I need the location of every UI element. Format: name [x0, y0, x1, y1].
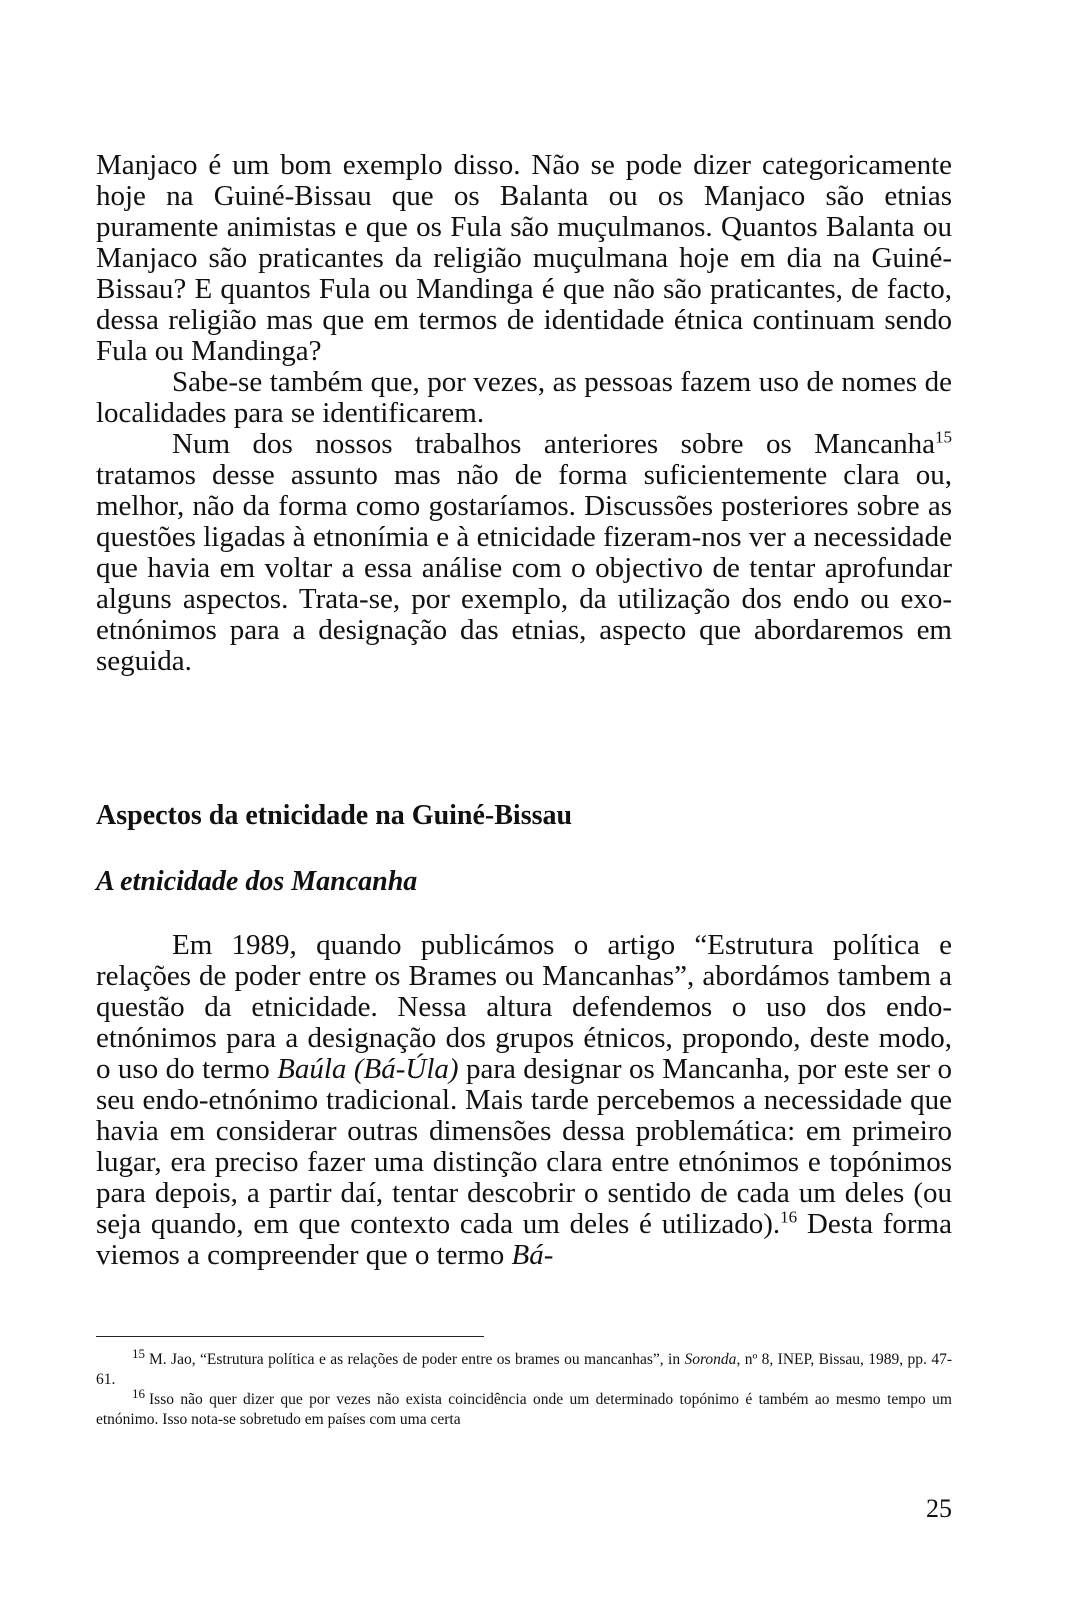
paragraph-3-text-b: tratamos desse assunto mas não de forma suficientemente clara ou, melhor, não da forma como gostaríamos. Discussões posteriores sobre as questões ligadas à etnonímia e à etnicidade fizeram-nos ver a necessidade que havia em voltar a essa análise com o objectivo de tentar aprofundar alguns aspectos. Trata-se, por exemplo, da utilização dos endo ou exo-etnónimos para a designação das etnias, aspecto que abordaremos em seguida. — [96, 459, 952, 677]
paragraph-1: Manjaco é um bom exemplo disso. Não se pode dizer categoricamente hoje na Guiné-Bissau que os Balanta ou os Manjaco são etnias puramente animistas e que os Fula são muçulmanos. Quantos Balanta ou Manjaco são praticantes da religião muçulmana hoje em dia na Guiné-Bissau? E quantos Fula ou Mandinga é que não são praticantes, de facto, dessa religião mas que em termos de identidade étnica continuam sendo Fula ou Mandinga? — [96, 149, 952, 367]
footnote-15 — [96, 1345, 952, 1390]
footnote-15-text-b: , nº 8, INEP, Bissau, 1989, pp. 47-61. — [96, 1351, 952, 1388]
paragraph-4-text-b: para designar os Mancanha, por este ser o seu endo-etnónimo tradicional. Mais tarde percebemos a necessidade que havia em considerar outras dimensões dessa problemática: em primeiro lugar, era preciso fazer uma distinção clara entre etnónimos e topónimos para depois, a partir daí, tentar descobrir o sentido de cada um deles (ou seja quando, em que contexto cada um deles é utilizado). — [96, 1053, 952, 1240]
footnote-15-number: 15 — [132, 1345, 145, 1361]
footnote-ref-16: 16 — [780, 1207, 798, 1227]
page-number: 25 — [926, 1494, 952, 1523]
paragraph-4-text-a: Em 1989, quando publicámos o artigo “Estrutura política e relações de poder entre os Brames ou Mancanhas”, abordámos tambem a questão da etnicidade. Nessa altura defendemos o uso dos endo-etnónimos para a designação dos grupos étnicos, propondo, deste modo, o uso do termo — [96, 929, 952, 1085]
footnotes — [96, 1345, 952, 1430]
footnote-divider — [96, 1336, 484, 1337]
paragraph-2: Sabe-se também que, por vezes, as pessoas fazem uso de nomes de localidades para se identificarem. — [96, 366, 952, 429]
paragraph-4 — [96, 930, 952, 1271]
subsection-title: A etnicidade dos Mancanha — [96, 866, 418, 897]
section-text-block — [96, 930, 952, 1271]
paragraph-3 — [96, 429, 952, 677]
main-text-block — [96, 150, 952, 677]
section-title: Aspectos da etnicidade na Guiné-Bissau — [96, 800, 573, 831]
paragraph-4-text-c: Desta forma viemos a compreender que o termo — [96, 1208, 952, 1271]
footnote-ref-15: 15 — [935, 427, 952, 447]
footnote-16-number: 16 — [132, 1385, 145, 1401]
footnote-16-text: Isso não quer dizer que por vezes não exista coincidência onde um determinado topónimo é também ao mesmo tempo um etnónimo. Isso nota-se sobretudo em países com uma certa — [96, 1391, 952, 1428]
paragraph-3-text-a: Num dos nossos trabalhos anteriores sobre os Mancanha — [172, 428, 935, 460]
footnote-15-text-a: M. Jao, “Estrutura política e as relações de poder entre os brames ou mancanhas”, in — [149, 1351, 685, 1368]
paragraph-4-term: Baúla (Bá-Úla) — [277, 1053, 459, 1085]
paragraph-4-tail: Bá- — [511, 1239, 554, 1271]
footnote-15-journal: Soronda — [684, 1351, 737, 1368]
footnote-16 — [96, 1385, 952, 1430]
